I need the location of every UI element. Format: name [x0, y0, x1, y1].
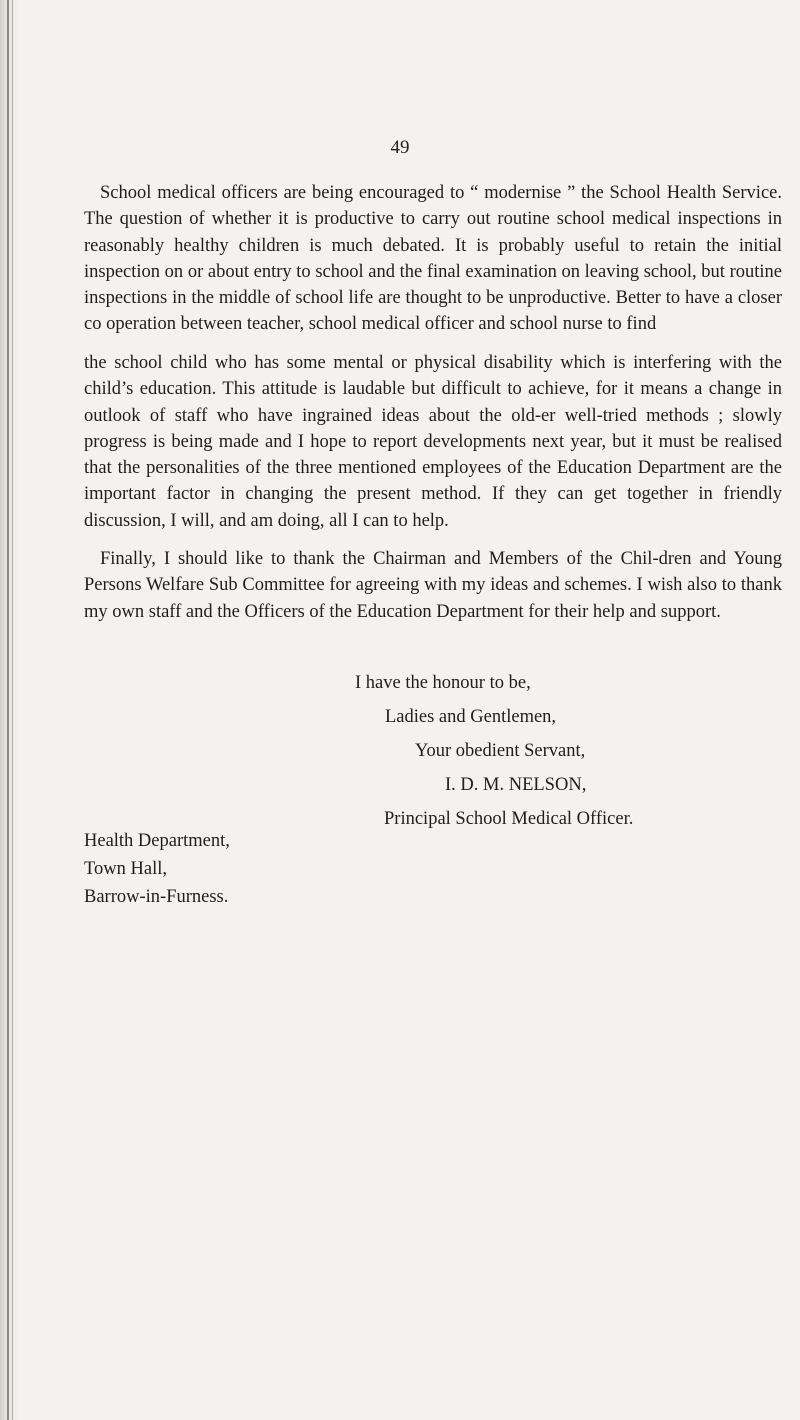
body-paragraph: the school child who has some mental or physical disability which is interfering with the child’s education. This attitude is laudable but difficult to achieve, for it means a change in outlook of staff who have ingrained ideas about the old-er well-tried methods ; slowly progress is being made and I hope to report developments next year, but it must be realised that the personalities of the three mentioned employees of the Education Department are the important factor in changing the present method. If they can get together in friendly discussion, I will, and am doing, all I can to help. — [84, 353, 782, 531]
body-paragraph: Finally, I should like to thank the Chairman and Members of the Chil-dren and Young Persons Welfare Sub Committee for agreeing with my ideas and schemes. I wish also to thank my own staff and the Officers of the Education Department for their help and support. — [84, 549, 782, 622]
salutation: Ladies and Gentlemen, — [385, 707, 557, 727]
page-number: 49 — [390, 137, 410, 158]
closing-line: I have the honour to be, — [355, 673, 531, 693]
binding-line — [12, 0, 13, 1420]
signatory-title: Principal School Medical Officer. — [384, 809, 634, 829]
valediction: Your obedient Servant, — [415, 741, 586, 761]
binding-line — [7, 0, 9, 1420]
address-line: Barrow-in-Furness. — [84, 887, 229, 907]
signatory-name: I. D. M. NELSON, — [445, 775, 587, 795]
address-line: Health Department, — [84, 831, 230, 851]
body-paragraph: School medical officers are being encouraged to “ modernise ” the School Health Service. The question of whether it is productive to carry out routine school medical inspections in reasonably healthy children is much debated. It is probably useful to retain the initial inspection on or about entry to school and the final examination on leaving school, but routine inspections in the middle of school life are thought to be unproductive. Better to have a closer co operation between teacher, school medical officer and school nurse to find — [84, 183, 782, 335]
binding-shadow — [0, 0, 18, 1420]
address-line: Town Hall, — [84, 859, 167, 879]
